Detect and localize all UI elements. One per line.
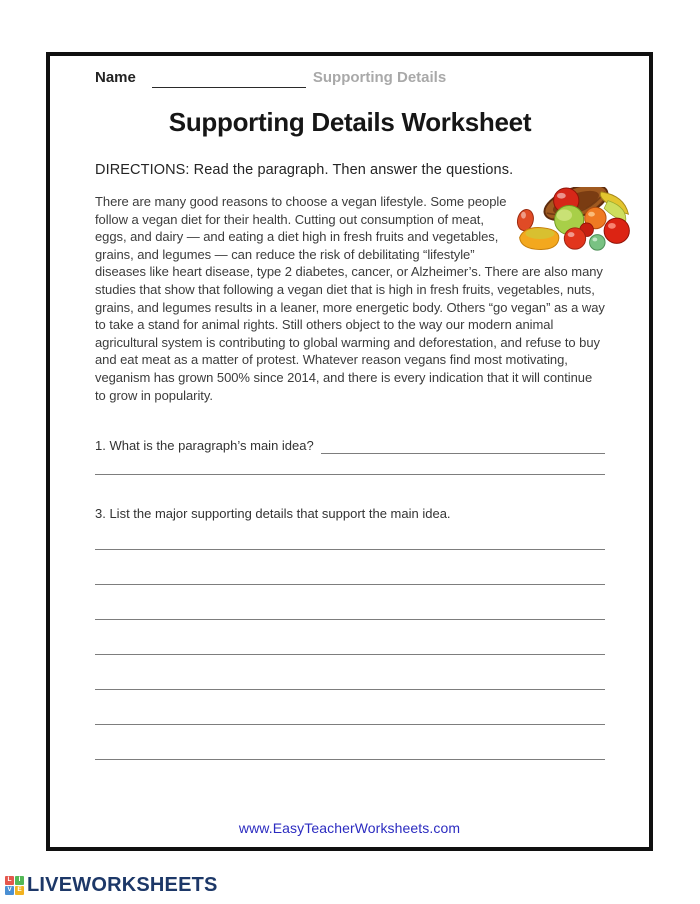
answer-line[interactable]: [95, 585, 605, 620]
worksheet-tag: Supporting Details: [312, 69, 447, 86]
logo-tile-i: I: [15, 876, 24, 885]
liveworksheets-logo-icon: [5, 876, 24, 895]
liveworksheets-logo-text: LIVEWORKSHEETS: [27, 874, 218, 896]
logo-tile-l: L: [5, 876, 14, 885]
question-1-answer-line[interactable]: [321, 440, 605, 454]
question-1-answer-line-2[interactable]: [95, 462, 605, 475]
fruit-basket-image: [515, 187, 633, 255]
reading-paragraph: There are many good reasons to choose a vegan lifestyle. Some people follow a vegan diet for their health. Cutting out consumption of meat, eggs, and dairy — and eating a diet high in fresh fruits and vegetables, grains, and legumes — can reduce the risk of debilitating “lifestyle” diseases like heart disease, type 2 diabetes, cancer, or Alzheimer’s. There are also many studies that show that following a vegan diet that is high in fresh fruits, vegetables, nuts, grains, and legumes results in a leaner, more energetic body. Others “go vegan” as a way to take a stand for animal rights. Still others object to the way our modern animal agricultural system is contributing to global warming and deforestation, and refuse to buy and eat meat as a matter of protest. Whatever reason vegans find most motivating, veganism has grown 500% since 2014, and there is every indication that it will continue to grow in popularity.: [95, 194, 605, 403]
logo-tile-v: V: [5, 886, 14, 895]
answer-line[interactable]: [95, 655, 605, 690]
question-1-label: 1. What is the paragraph’s main idea?: [95, 438, 314, 454]
page-title: Supporting Details Worksheet: [168, 107, 532, 137]
worksheet-frame: [46, 52, 653, 851]
answer-line[interactable]: [95, 725, 605, 760]
question-3-label: 3. List the major supporting details that support the main idea.: [95, 506, 451, 522]
reading-passage: [95, 193, 605, 404]
logo-tile-e: E: [15, 886, 24, 895]
name-label: Name: [95, 69, 136, 86]
directions-text: DIRECTIONS: Read the paragraph. Then answer the questions.: [95, 162, 514, 178]
answer-line[interactable]: [95, 550, 605, 585]
name-row: [95, 68, 605, 88]
answer-line[interactable]: [95, 620, 605, 655]
name-input-line[interactable]: [152, 73, 306, 88]
answer-line[interactable]: [95, 690, 605, 725]
footer-link[interactable]: www.EasyTeacherWorksheets.com: [238, 820, 461, 836]
liveworksheets-logo[interactable]: [5, 874, 218, 897]
question-1: [95, 438, 605, 454]
answer-lines: [95, 515, 605, 760]
